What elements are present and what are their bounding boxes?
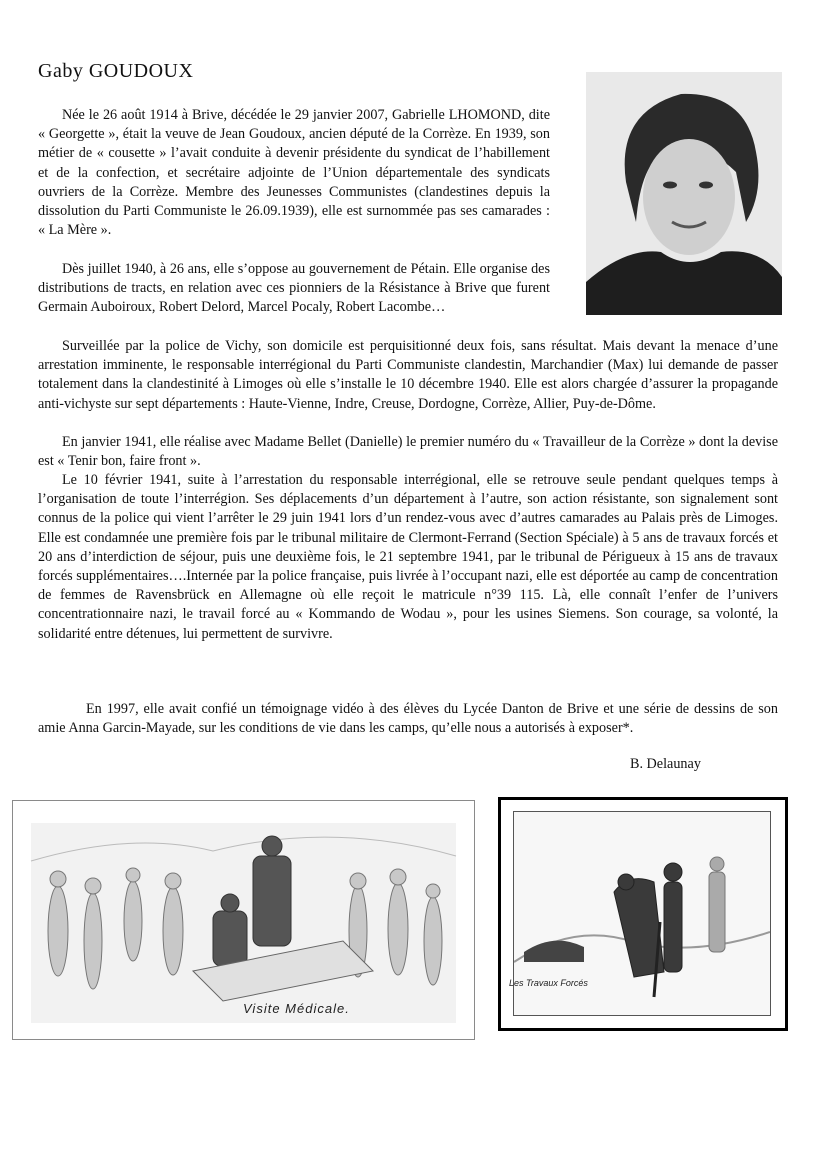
- page-title: Gaby GOUDOUX: [38, 60, 194, 82]
- paragraph-bio-2: Dès juillet 1940, à 26 ans, elle s’oppose au gouvernement de Pétain. Elle organise des distributions de tracts, en relation avec ces pionniers de la Résistance à Brive que furent Germain Auboiroux, Robert Delord, Marcel Pocaly, Robert Lacombe…: [38, 261, 550, 316]
- paragraph-testimony: En 1997, elle avait confié un témoignage vidéo à des élèves du Lycée Danton de Brive et une série de dessins de son amie Anna Garcin-Mayade, sur les conditions de vie dans les camps, qu’elle nous a autorisés à exposer*.: [38, 701, 778, 737]
- drawing-caption-medical-visit: Visite Médicale.: [243, 1001, 350, 1016]
- paragraph-bio-5: Le 10 février 1941, suite à l’arrestation du responsable interrégional, elle se retrouve seule pendant quelques temps à l’organisation de toute l’interrégion. Ses déplacements d’un département à l’autre, son action résistante, son signalement sont connus de la police qui vient l’arrêter le 29 juin 1941 lors d’un rendez-vous avec d’autres camarades au Palais près de Limoges. Elle est condamnée une première fois par le tribunal militaire de Clermont-Ferrand (Section Spéciale) à 5 ans de travaux forcés et 20 ans d’interdiction de séjour, puis une deuxième fois, le 21 septembre 1941, par le tribunal de Périgueux à 15 ans de travaux forcés supplémentaires….Internée par la police française, puis livrée à l’occupant nazi, elle est déportée au camp de concentration de femmes de Ravensbrück en Allemagne où elle reçoit le matricule n°39 115. Là, elle connaît l’enfer de l’univers concentrationnaire nazi, le travail forcé au « Kommando de Wodau », pour les usines Siemens. Son courage, sa volonté, la solidarité entre détenues, lui permettent de survivre.: [38, 472, 778, 642]
- paragraph-bio-3: Surveillée par la police de Vichy, son domicile est perquisitionné deux fois, sans résultat. Mais devant la menace d’une arrestation imminente, le responsable interrégional du Parti Communiste clandestin, Marchandier (Max) lui demande de passer totalement dans la clandestinité à Limoges où elle s’installe le 10 décembre 1940. Elle est alors chargée d’assurer la propagande anti-vichyste sur sept départements : Haute-Vienne, Indre, Creuse, Dordogne, Corrèze, Allier, Puy-de-Dôme.: [38, 338, 778, 412]
- paragraph-bio-4: En janvier 1941, elle réalise avec Madame Bellet (Danielle) le premier numéro du « Travailleur de la Corrèze » dont la devise est « Tenir bon, faire front ».: [38, 434, 778, 470]
- drawing-forced-labour-frame: [498, 797, 788, 1031]
- drawing-caption-forced-labour: Les Travaux Forcés: [509, 978, 588, 988]
- portrait-photo: [586, 72, 782, 315]
- paragraph-bio-1: Née le 26 août 1914 à Brive, décédée le 29 janvier 2007, Gabrielle LHOMOND, dite « Georgette », était la veuve de Jean Goudoux, ancien député de la Corrèze. En 1939, son métier de « cousette » l’avait conduite à devenir présidente du syndicat de l’habillement et de la confection, et secrétaire adjointe de l’Union départementale des syndicats ouvriers de la Corrèze. Membre des Jeunesses Communistes (clandestines depuis la dissolution du Parti Communiste le 26.09.1939), elle est surnommée pas ses camarades : « La Mère ».: [38, 107, 550, 239]
- author-signature: B. Delaunay: [630, 756, 701, 772]
